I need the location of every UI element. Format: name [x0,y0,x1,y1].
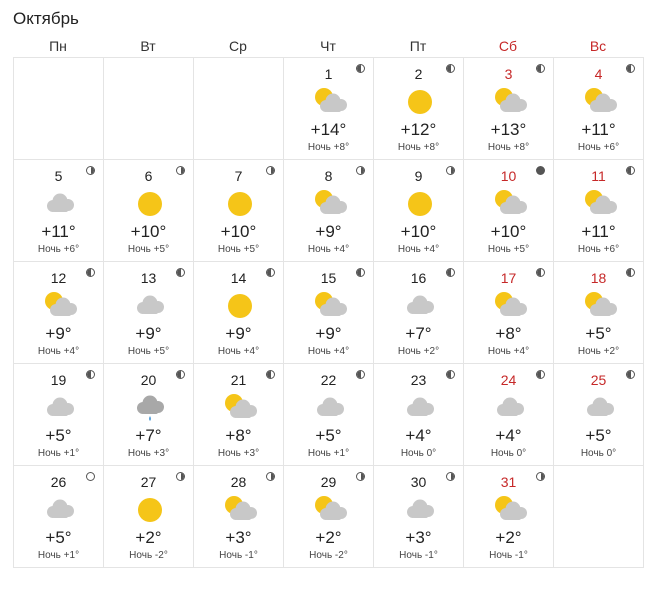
day-cell[interactable] [554,262,644,364]
day-temperature: +5° [585,426,612,445]
day-cell[interactable] [14,262,104,364]
moon-phase-icon [266,268,275,277]
partly-cloudy-icon [582,86,618,118]
day-number: 15 [320,270,337,286]
night-temperature: Ночь +3° [217,448,260,459]
partly-cloudy-icon [312,188,348,220]
night-temperature: Ночь -1° [489,550,528,561]
day-cell[interactable] [14,466,104,568]
day-number: 14 [230,270,247,286]
night-temperature: Ночь +4° [397,244,440,255]
day-cell[interactable] [284,364,374,466]
moon-phase-icon [446,472,455,481]
night-temperature: Ночь -2° [129,550,168,561]
empty-day-cell [554,466,644,568]
moon-phase-icon [86,166,95,175]
weekday-label: Сб [498,38,518,54]
day-temperature: +5° [315,426,342,445]
night-temperature: Ночь +1° [37,448,80,459]
night-temperature: Ночь 0° [580,448,617,459]
day-temperature: +4° [405,426,432,445]
day-temperature: +4° [495,426,522,445]
night-temperature: Ночь +5° [487,244,530,255]
day-number: 5 [54,168,63,184]
day-cell[interactable] [284,160,374,262]
day-temperature: +10° [130,222,167,241]
day-cell[interactable] [104,262,194,364]
moon-phase-icon [536,370,545,379]
day-cell[interactable] [194,466,284,568]
day-number: 20 [140,372,157,388]
day-number: 13 [140,270,157,286]
moon-phase-icon [356,64,365,73]
night-temperature: Ночь 0° [490,448,527,459]
day-temperature: +13° [490,120,527,139]
day-number: 25 [590,372,607,388]
night-temperature: Ночь -1° [219,550,258,561]
day-cell[interactable] [194,160,284,262]
empty-day-cell [14,58,104,160]
day-number: 2 [414,66,423,82]
night-temperature: Ночь +4° [217,346,260,357]
day-number: 18 [590,270,607,286]
moon-phase-icon [626,370,635,379]
day-temperature: +7° [135,426,162,445]
night-temperature: Ночь +1° [37,550,80,561]
day-temperature: +5° [585,324,612,343]
day-temperature: +11° [581,120,616,139]
day-temperature: +10° [490,222,527,241]
partly-cloudy-icon [312,290,348,322]
cloud-icon [402,494,438,526]
day-number: 6 [144,168,153,184]
day-cell[interactable] [104,364,194,466]
moon-phase-icon [266,472,275,481]
weekday-label: Пт [409,38,427,54]
night-temperature: Ночь +6° [37,244,80,255]
day-temperature: +10° [220,222,257,241]
moon-phase-icon [356,370,365,379]
night-temperature: Ночь +4° [37,346,80,357]
moon-phase-icon [176,166,185,175]
day-cell[interactable] [554,58,644,160]
month-title: Октябрь [13,9,79,28]
cloud-icon [42,494,78,526]
day-temperature: +9° [225,324,252,343]
partly-cloudy-icon [492,188,528,220]
partly-cloudy-icon [222,494,258,526]
day-number: 9 [414,168,423,184]
day-cell[interactable] [464,58,554,160]
day-cell[interactable] [554,364,644,466]
weekday-label: Вт [140,38,156,54]
day-temperature: +5° [45,426,72,445]
weekday-label: Пн [49,38,67,54]
day-cell[interactable] [374,364,464,466]
moon-phase-icon [536,166,545,175]
day-temperature: +14° [310,120,347,139]
night-temperature: Ночь +8° [397,142,440,153]
night-temperature: Ночь +8° [487,142,530,153]
day-number: 10 [500,168,517,184]
cloud-icon [312,392,348,424]
day-cell[interactable] [104,160,194,262]
day-number: 3 [504,66,513,82]
day-cell[interactable] [464,262,554,364]
day-number: 23 [410,372,427,388]
weekday-label: Вс [589,38,607,54]
moon-phase-icon [86,472,95,481]
night-temperature: Ночь +6° [577,142,620,153]
moon-phase-icon [626,64,635,73]
day-temperature: +8° [225,426,252,445]
sun-icon [402,86,438,118]
day-temperature: +11° [581,222,616,241]
night-temperature: Ночь +6° [577,244,620,255]
day-number: 30 [410,474,427,490]
day-cell[interactable] [554,160,644,262]
day-temperature: +8° [495,324,522,343]
night-temperature: Ночь +8° [307,142,350,153]
moon-phase-icon [266,166,275,175]
day-temperature: +2° [315,528,342,547]
day-number: 19 [50,372,67,388]
moon-phase-icon [266,370,275,379]
day-temperature: +10° [400,222,437,241]
day-temperature: +12° [400,120,437,139]
moon-phase-icon [356,166,365,175]
day-number: 1 [324,66,333,82]
night-temperature: Ночь -2° [309,550,348,561]
night-temperature: Ночь +2° [397,346,440,357]
day-temperature: +11° [41,222,76,241]
moon-phase-icon [356,268,365,277]
day-temperature: +3° [225,528,252,547]
sun-icon [132,188,168,220]
partly-cloudy-icon [312,494,348,526]
day-number: 21 [230,372,247,388]
cloud-icon [42,392,78,424]
partly-cloudy-icon [492,494,528,526]
moon-phase-icon [176,472,185,481]
moon-phase-icon [536,472,545,481]
cloud-icon [402,290,438,322]
day-cell[interactable] [374,160,464,262]
day-cell[interactable] [14,160,104,262]
day-cell[interactable] [374,58,464,160]
night-temperature: Ночь +2° [577,346,620,357]
sun-icon [132,494,168,526]
day-number: 29 [320,474,337,490]
day-number: 8 [324,168,333,184]
moon-phase-icon [446,166,455,175]
day-cell[interactable] [464,466,554,568]
moon-phase-icon [536,268,545,277]
day-temperature: +9° [45,324,72,343]
day-number: 28 [230,474,247,490]
day-cell[interactable] [194,262,284,364]
cloud-icon [402,392,438,424]
empty-day-cell [194,58,284,160]
sun-icon [222,290,258,322]
partly-cloudy-icon [42,290,78,322]
moon-phase-icon [446,370,455,379]
night-temperature: Ночь +1° [307,448,350,459]
night-temperature: Ночь +4° [307,244,350,255]
calendar-grid [13,57,644,568]
day-temperature: +2° [135,528,162,547]
rain-cloud-icon [132,392,168,424]
cloud-icon [492,392,528,424]
night-temperature: Ночь +4° [487,346,530,357]
moon-phase-icon [176,268,185,277]
night-temperature: Ночь +4° [307,346,350,357]
weekday-label: Ср [229,38,247,54]
day-temperature: +5° [45,528,72,547]
day-temperature: +9° [135,324,162,343]
moon-phase-icon [626,268,635,277]
day-cell[interactable] [374,262,464,364]
day-cell[interactable] [284,262,374,364]
day-cell[interactable] [464,364,554,466]
moon-phase-icon [446,268,455,277]
day-number: 12 [50,270,67,286]
day-cell[interactable] [464,160,554,262]
night-temperature: Ночь +5° [127,244,170,255]
partly-cloudy-icon [582,290,618,322]
day-temperature: +7° [405,324,432,343]
partly-cloudy-icon [492,290,528,322]
day-temperature: +9° [315,324,342,343]
night-temperature: Ночь -1° [399,550,438,561]
day-number: 24 [500,372,517,388]
weekday-label: Чт [320,38,336,54]
day-cell[interactable] [104,466,194,568]
day-number: 17 [500,270,517,286]
night-temperature: Ночь 0° [400,448,437,459]
partly-cloudy-icon [492,86,528,118]
cloud-icon [132,290,168,322]
day-number: 7 [234,168,243,184]
empty-day-cell [104,58,194,160]
cloud-icon [42,188,78,220]
moon-phase-icon [446,64,455,73]
partly-cloudy-icon [312,86,348,118]
cloud-icon [582,392,618,424]
day-cell[interactable] [284,58,374,160]
day-cell[interactable] [284,466,374,568]
day-temperature: +3° [405,528,432,547]
sun-icon [402,188,438,220]
day-cell[interactable] [194,364,284,466]
night-temperature: Ночь +3° [127,448,170,459]
moon-phase-icon [536,64,545,73]
night-temperature: Ночь +5° [127,346,170,357]
moon-phase-icon [176,370,185,379]
moon-phase-icon [626,166,635,175]
day-cell[interactable] [14,364,104,466]
day-temperature: +2° [495,528,522,547]
day-number: 16 [410,270,427,286]
day-number: 4 [594,66,603,82]
moon-phase-icon [86,268,95,277]
day-number: 11 [591,168,606,184]
day-temperature: +9° [315,222,342,241]
partly-cloudy-icon [222,392,258,424]
sun-icon [222,188,258,220]
day-number: 27 [140,474,157,490]
moon-phase-icon [356,472,365,481]
day-number: 26 [50,474,67,490]
moon-phase-icon [86,370,95,379]
day-cell[interactable] [374,466,464,568]
day-number: 22 [320,372,337,388]
night-temperature: Ночь +5° [217,244,260,255]
day-number: 31 [500,474,517,490]
partly-cloudy-icon [582,188,618,220]
